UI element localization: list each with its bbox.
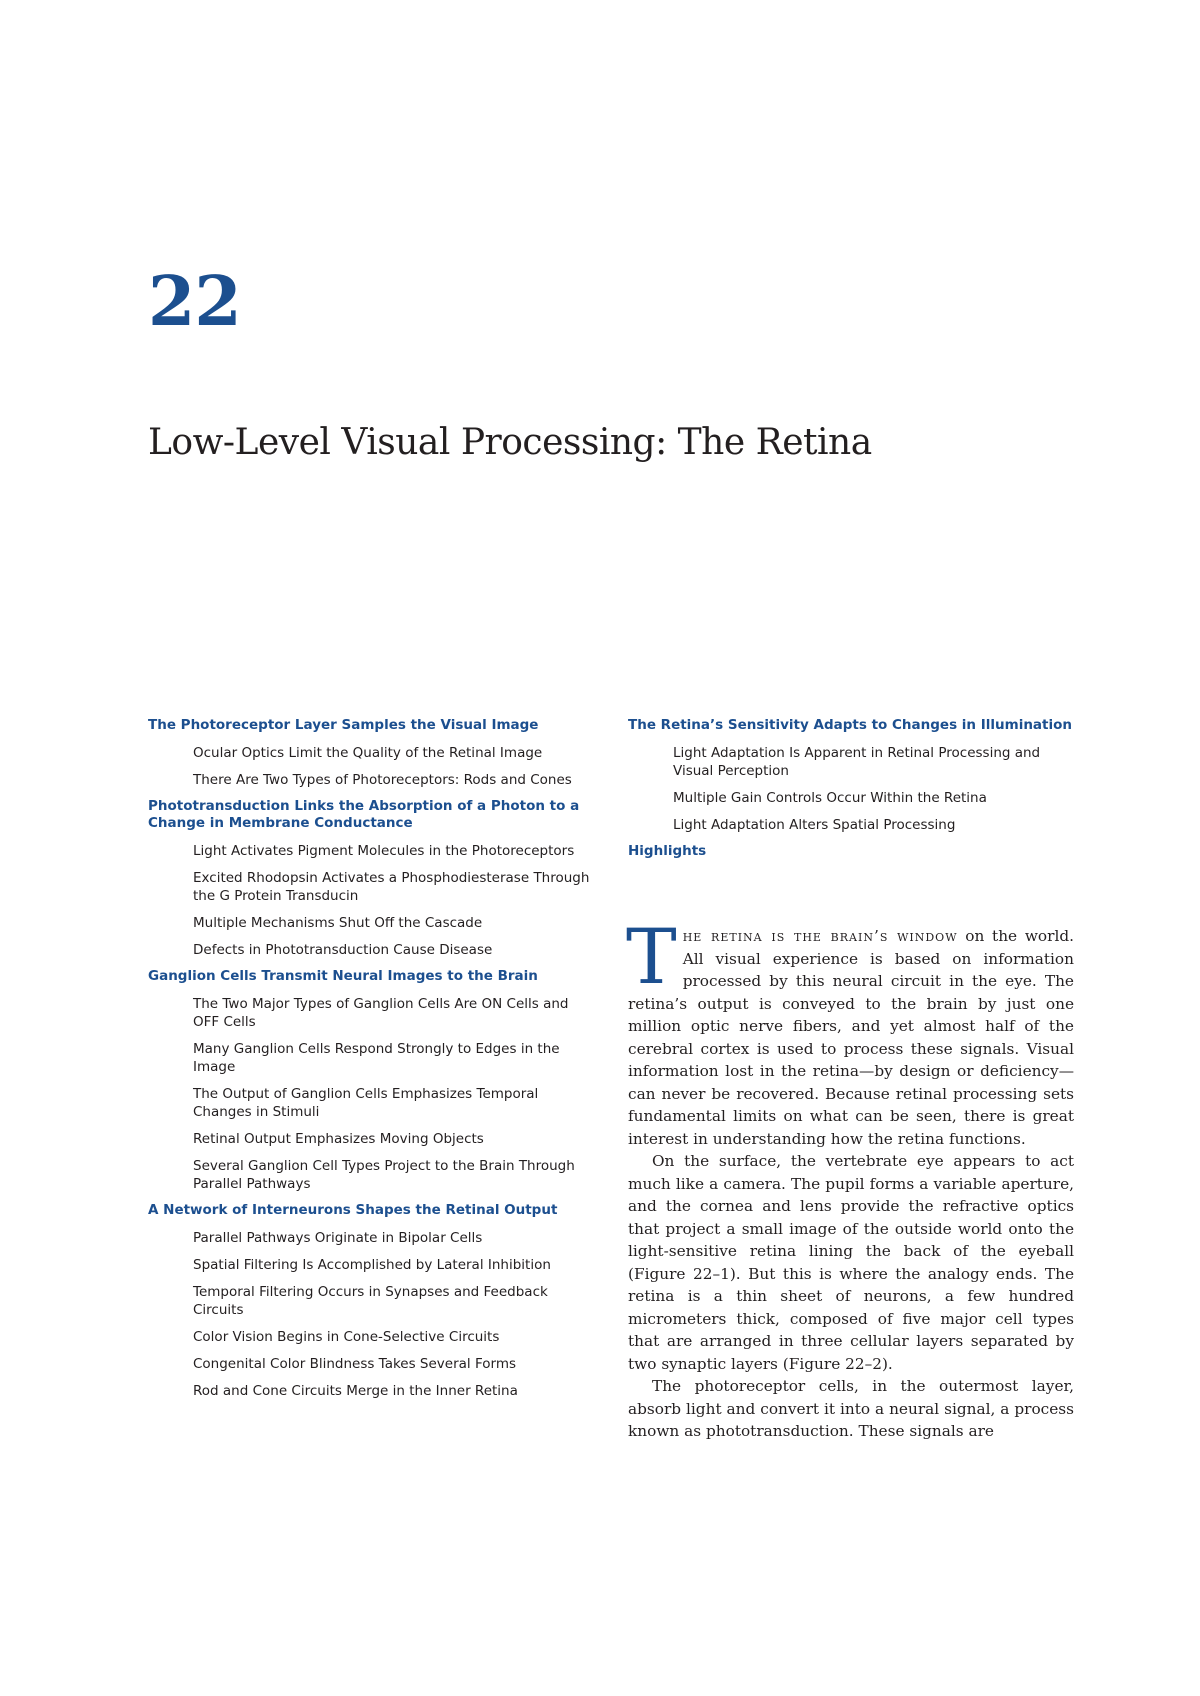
toc-subsection-item[interactable]: Excited Rhodopsin Activates a Phosphodiesterase Through the G Protein Transducin <box>193 870 590 904</box>
toc-section-heading[interactable]: Ganglion Cells Transmit Neural Images to the Brain <box>148 968 538 984</box>
toc-subsection-item[interactable]: Several Ganglion Cell Types Project to the Brain Through Parallel Pathways <box>193 1158 575 1192</box>
toc-section-heading[interactable]: A Network of Interneurons Shapes the Retinal Output <box>148 1202 558 1218</box>
toc-subsection-item[interactable]: Light Adaptation Alters Spatial Processing <box>673 817 956 833</box>
body-paragraph-1 <box>626 912 1074 1150</box>
toc-subsection-item[interactable]: The Output of Ganglion Cells Emphasizes Temporal Changes in Stimuli <box>193 1086 539 1120</box>
toc-section <box>148 1202 598 1400</box>
body-paragraph-2: On the surface, the vertebrate eye appears to act much like a camera. The pupil forms a variable aperture, and the cornea and lens provide the refractive optics that project a small image of the outside world onto the light-sensitive retina lining the back of the eyeball (Figure 22–1). But this is where the analogy ends. The retina is a thin sheet of neurons, a few hundred micrometers thick, composed of five major cell types that are arranged in three cellular layers separated by two synaptic layers (Figure 22–2). <box>628 1152 1074 1373</box>
toc-subsection-item[interactable]: Light Activates Pigment Molecules in the Photoreceptors <box>193 843 575 859</box>
toc-section <box>148 717 598 789</box>
toc-subsection-item[interactable]: Defects in Phototransduction Cause Disease <box>193 942 493 958</box>
toc-subsection-item[interactable]: Congenital Color Blindness Takes Several Forms <box>193 1356 517 1372</box>
lead-in-smallcaps: he retina is the brain’s window <box>682 927 958 945</box>
toc-subsection-item[interactable]: Spatial Filtering Is Accomplished by Lateral Inhibition <box>193 1257 551 1273</box>
toc-subsection-item[interactable]: Temporal Filtering Occurs in Synapses and Feedback Circuits <box>193 1284 548 1318</box>
toc-subsection-item[interactable]: Ocular Optics Limit the Quality of the Retinal Image <box>193 745 543 761</box>
toc-subsection-item[interactable]: There Are Two Types of Photoreceptors: Rods and Cones <box>193 772 572 788</box>
chapter-title: Low-Level Visual Processing: The Retina <box>148 422 872 463</box>
chapter-number: 22 <box>148 262 241 342</box>
toc-subsection-item[interactable]: Parallel Pathways Originate in Bipolar Cells <box>193 1230 483 1246</box>
toc-section <box>148 968 598 1193</box>
toc-subsection-item[interactable]: Multiple Mechanisms Shut Off the Cascade <box>193 915 483 931</box>
toc-subsection-item[interactable]: Multiple Gain Controls Occur Within the Retina <box>673 790 987 806</box>
toc-subsection-item[interactable]: Light Adaptation Is Apparent in Retinal Processing and Visual Perception <box>673 745 1041 779</box>
body-paragraph-3: The photoreceptor cells, in the outermost layer, absorb light and convert it into a neural signal, a process known as phototransduction. These signals are <box>628 1377 1074 1440</box>
toc-subsection-item[interactable]: Color Vision Begins in Cone-Selective Circuits <box>193 1329 500 1345</box>
toc-subsection-item[interactable]: Retinal Output Emphasizes Moving Objects <box>193 1131 484 1147</box>
toc-section-heading[interactable]: The Photoreceptor Layer Samples the Visual Image <box>148 717 539 733</box>
toc-section-heading[interactable]: The Retina’s Sensitivity Adapts to Changes in Illumination <box>628 717 1073 733</box>
toc-left-column <box>148 717 598 1409</box>
toc-section <box>628 717 1078 834</box>
toc-right-column <box>628 717 1078 870</box>
toc-subsection-item[interactable]: Many Ganglion Cells Respond Strongly to Edges in the Image <box>193 1041 560 1075</box>
toc-section <box>148 798 598 959</box>
toc-subsection-item[interactable]: Rod and Cone Circuits Merge in the Inner Retina <box>193 1383 518 1399</box>
toc-section-heading[interactable]: Highlights <box>628 843 707 859</box>
toc-section <box>628 843 1078 860</box>
toc-subsection-item[interactable]: The Two Major Types of Ganglion Cells Are ON Cells and OFF Cells <box>193 996 569 1030</box>
drop-cap: T <box>626 912 677 1001</box>
toc-section-heading[interactable]: Phototransduction Links the Absorption of a Photon to a Change in Membrane Conductance <box>148 798 580 831</box>
chapter-intro-text <box>626 912 1074 1443</box>
paragraph-1-text: on the world. All visual experience is based on information processed by this neural circuit in the eye. The retina’s output is conveyed to the brain by just one million optic nerve fibers, and yet almost half of the cerebral cortex is used to process these signals. Visual information lost in the retina—by design or deficiency—can never be recovered. Because retinal processing sets fundamental limits on what can be seen, there is great interest in understanding how the retina functions. <box>628 927 1074 1148</box>
